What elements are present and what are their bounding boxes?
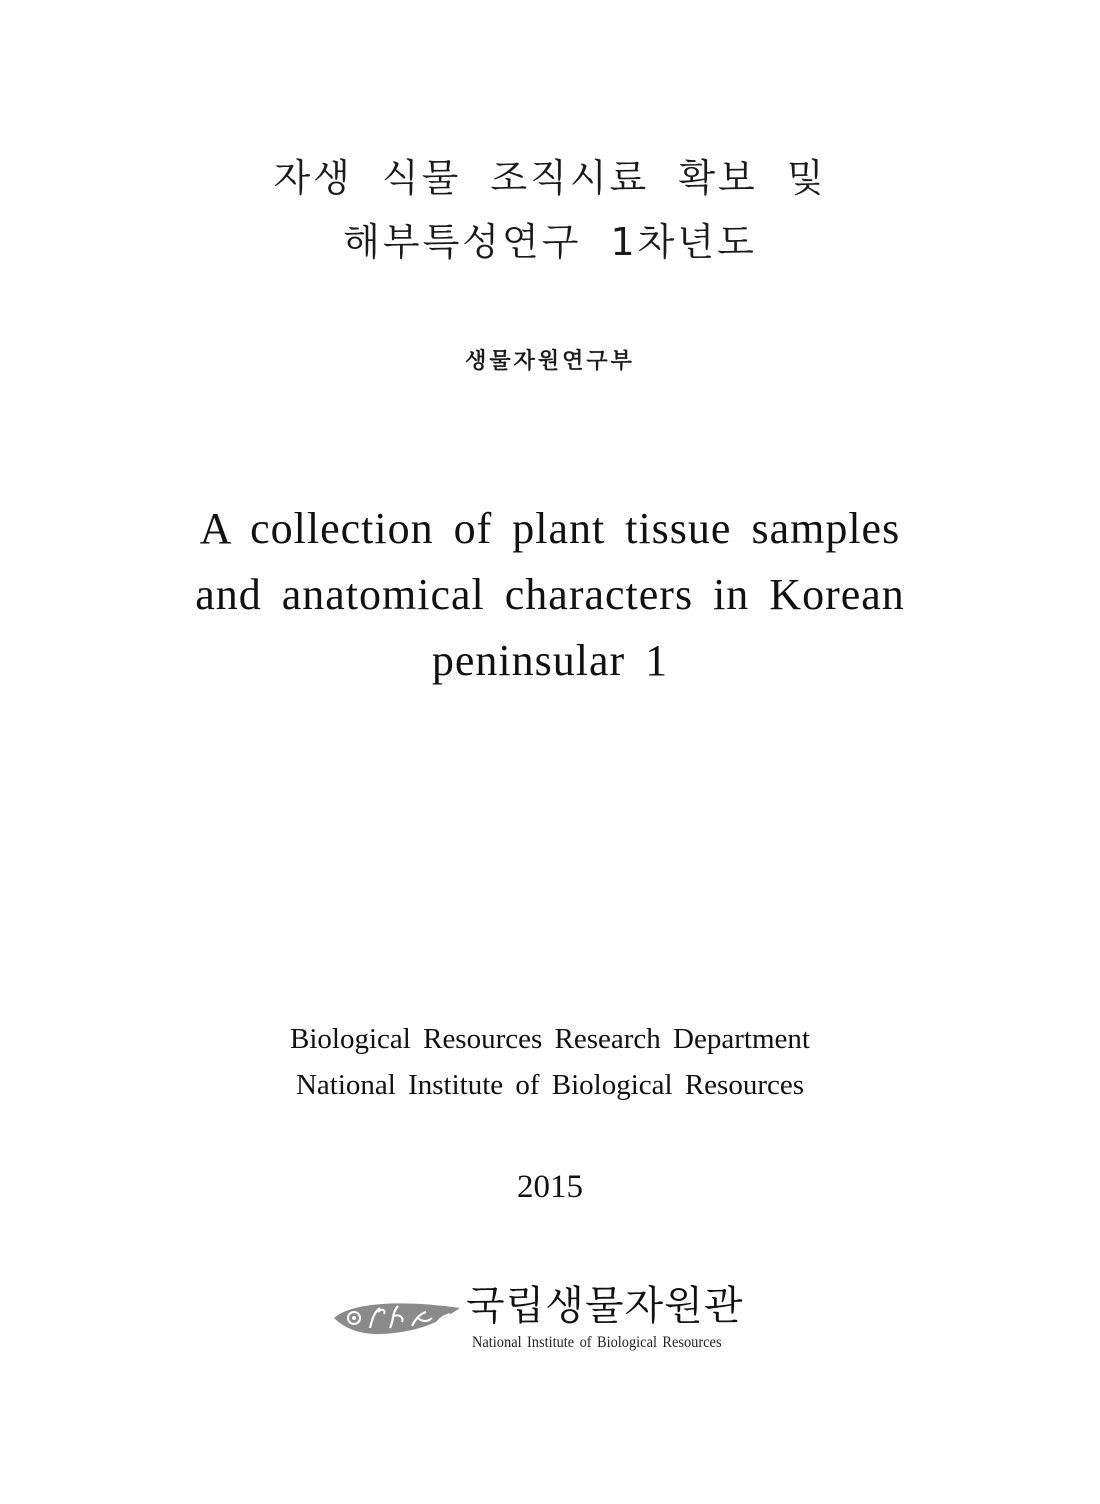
publication-year: 2015 [517,1169,583,1205]
institute-logo [332,1280,792,1360]
english-title-line-1: A collection of plant tissue samples [199,504,901,553]
english-title-line-2: and anatomical characters in Korean [195,570,905,619]
english-title [0,496,1100,694]
institute-name: National Institute of Biological Resources [295,1069,805,1101]
korean-title-line-1: 자생 식물 조직시료 확보 및 [273,156,827,200]
korean-title [0,146,1100,274]
logo-english-name: National Institute of Biological Resources [472,1334,722,1351]
english-title-line-3: peninsular 1 [431,636,669,685]
leaf-plant-emblem-icon [332,1298,462,1338]
organization-block [0,1016,1100,1108]
korean-department: 생물자원연구부 [465,349,635,374]
logo-korean-name: 국립생물자원관 [466,1283,744,1329]
department-name: Biological Resources Research Department [290,1023,810,1055]
korean-title-line-2: 해부특성연구 1차년도 [343,220,757,264]
